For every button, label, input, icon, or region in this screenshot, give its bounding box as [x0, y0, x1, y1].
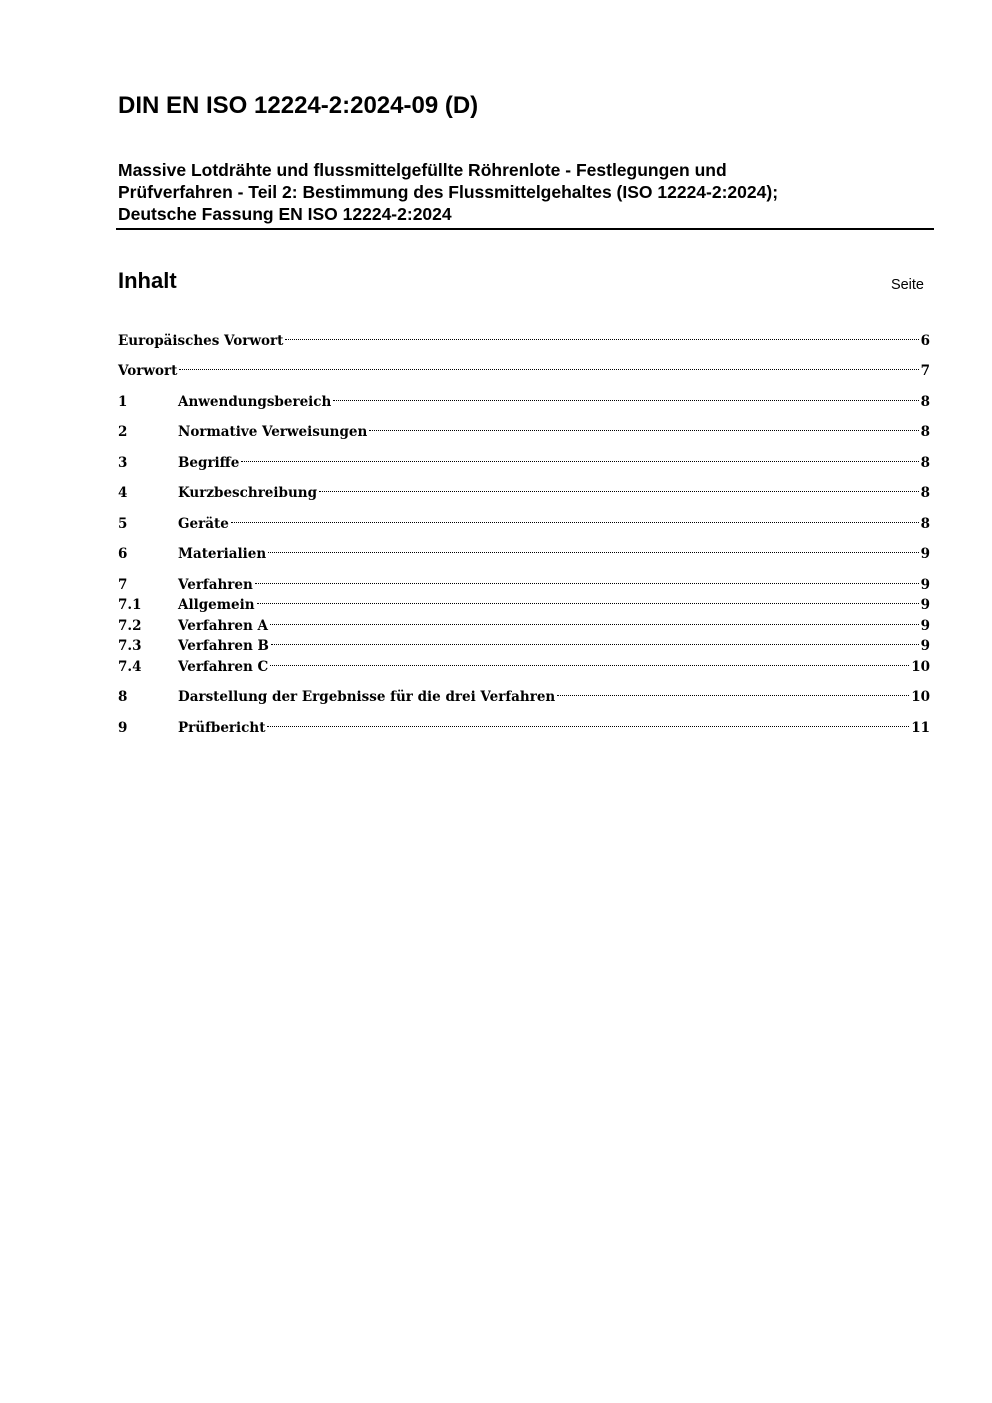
toc-entry-number: 7.1 [118, 597, 142, 613]
toc-entry[interactable] [118, 589, 930, 613]
toc-entry-page: 8 [920, 485, 930, 501]
toc-entry[interactable] [118, 508, 930, 532]
toc-entry-number: 7.2 [118, 618, 142, 634]
toc-entry-page: 9 [920, 638, 930, 654]
toc-entry[interactable] [118, 325, 930, 349]
toc-entry-page: 8 [920, 394, 930, 410]
toc-dot-leader [255, 569, 919, 589]
toc-entry-label: Verfahren [178, 577, 253, 593]
toc-dot-leader [179, 355, 918, 375]
toc-entry-page: 9 [920, 577, 930, 593]
toc-entry-number: 7.3 [118, 638, 142, 654]
toc-entry-number: 9 [118, 720, 128, 736]
toc-page-column-label: Seite [890, 277, 924, 293]
toc-entry[interactable] [118, 651, 930, 675]
toc-entry-number: 7 [118, 577, 128, 593]
toc-entry-number: 7.4 [118, 659, 142, 675]
toc-entry[interactable] [118, 477, 930, 501]
toc-entry-page: 9 [920, 618, 930, 634]
toc-dot-leader [231, 508, 919, 528]
toc-dot-leader [319, 477, 919, 497]
toc-entry-label: Verfahren C [178, 659, 269, 675]
toc-entry-label: Materialien [178, 546, 267, 562]
title-divider [116, 228, 934, 230]
toc-entry-label: Darstellung der Ergebnisse für die drei Verfahren [178, 689, 556, 705]
toc-entry-number: 8 [118, 689, 128, 705]
toc-entry[interactable] [118, 447, 930, 471]
toc-entry-page: 8 [920, 424, 930, 440]
toc-entry-label: Begriffe [178, 455, 240, 471]
toc-dot-leader [285, 325, 918, 345]
toc-entry-page: 10 [911, 659, 930, 675]
toc-dot-leader [241, 447, 918, 467]
toc-entry-page: 8 [920, 455, 930, 471]
toc-entry-number: 3 [118, 455, 128, 471]
document-title [118, 159, 933, 225]
toc-entry-label: Prüfbericht [178, 720, 266, 736]
toc-entry[interactable] [118, 386, 930, 410]
toc-entry-page: 10 [911, 689, 930, 705]
toc-dot-leader [257, 589, 919, 609]
document-title-line: Prüfverfahren - Teil 2: Bestimmung des Flussmittelgehaltes (ISO 12224-2:2024); [118, 182, 779, 202]
toc-dot-leader [557, 681, 909, 701]
toc-entry[interactable] [118, 416, 930, 440]
toc-entry-number: 2 [118, 424, 128, 440]
toc-dot-leader [267, 712, 909, 732]
toc-dot-leader [369, 416, 918, 436]
toc-entry-page: 6 [920, 333, 930, 349]
toc-entry-page: 9 [920, 597, 930, 613]
toc-entry[interactable] [118, 569, 930, 593]
toc-entry-label: Verfahren A [178, 618, 268, 634]
toc-dot-leader [333, 386, 918, 406]
toc-dot-leader [271, 630, 919, 650]
toc-entry[interactable] [118, 630, 930, 654]
toc-entry[interactable] [118, 610, 930, 634]
toc-entry-page: 8 [920, 516, 930, 532]
toc-entry-label: Verfahren B [178, 638, 269, 654]
toc-entry-number: 6 [118, 546, 128, 562]
toc-dot-leader [270, 651, 909, 671]
toc-entry-page: 11 [911, 720, 930, 736]
document-id: DIN EN ISO 12224-2:2024-09 (D) [118, 92, 479, 119]
toc-entry[interactable] [118, 538, 930, 562]
toc-entry-label: Europäisches Vorwort [118, 333, 284, 349]
toc-entry-label: Geräte [178, 516, 229, 532]
toc-entry-page: 7 [920, 363, 930, 379]
toc-entry[interactable] [118, 355, 930, 379]
document-title-line: Deutsche Fassung EN ISO 12224-2:2024 [118, 204, 452, 224]
toc-entry-label: Allgemein [178, 597, 255, 613]
toc-entry-label: Vorwort [118, 363, 178, 379]
toc-entry-number: 1 [118, 394, 128, 410]
toc-entry-label: Kurzbeschreibung [178, 485, 318, 501]
document-title-line: Massive Lotdrähte und flussmittelgefüllte Röhrenlote - Festlegungen und [118, 160, 727, 180]
toc-entry-number: 4 [118, 485, 128, 501]
toc-entry-label: Normative Verweisungen [178, 424, 368, 440]
toc-entry[interactable] [118, 681, 930, 705]
toc-entry[interactable] [118, 712, 930, 736]
toc-entry-page: 9 [920, 546, 930, 562]
toc-entry-label: Anwendungsbereich [178, 394, 332, 410]
toc-dot-leader [268, 538, 918, 558]
toc-dot-leader [270, 610, 919, 630]
toc-entry-number: 5 [118, 516, 128, 532]
toc-heading: Inhalt [118, 268, 177, 293]
